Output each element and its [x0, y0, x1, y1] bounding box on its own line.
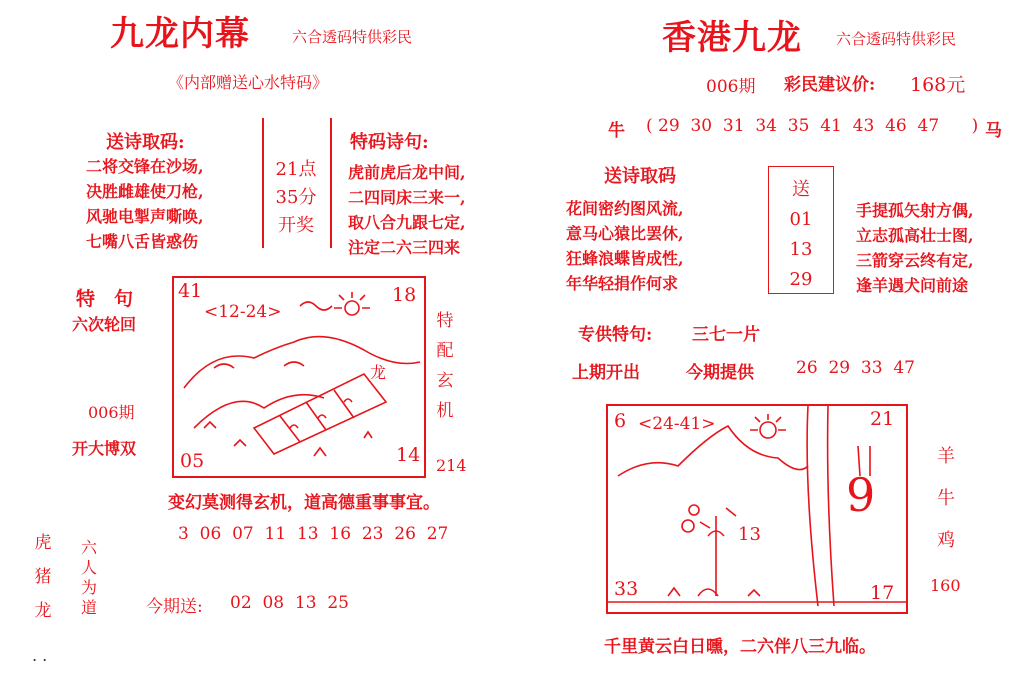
right-picture-box — [606, 404, 908, 614]
left-code-poem-heading: 特码诗句: — [350, 132, 429, 153]
send-box-content — [769, 175, 833, 295]
right-issue: 006期 — [706, 77, 756, 97]
pic-range: <24-41> — [638, 414, 716, 434]
right-send-poem — [566, 196, 684, 296]
send-box-number: 13 — [789, 239, 813, 260]
right-title: 香港九龙 — [662, 18, 802, 58]
special-sentence-heading: 特 句 — [76, 288, 134, 310]
left-number-list: 3 06 07 11 13 16 23 26 27 — [178, 524, 449, 544]
left-send-poem-heading: 送诗取码: — [106, 132, 185, 153]
pic-number-bl: 05 — [180, 450, 205, 472]
special-sentence: 六次轮回 — [72, 315, 137, 334]
animal-char: 虎 — [34, 533, 52, 553]
pic-flower-number: 13 — [738, 524, 761, 545]
divider — [330, 118, 332, 248]
left-title: 九龙内幕 — [110, 14, 250, 54]
last-open-label: 上期开出 — [572, 363, 640, 383]
left-sketch — [174, 278, 424, 476]
poem-line: 三箭穿云终有定, — [856, 251, 974, 270]
right-verse: 千里黄云白日曛，二六伴八三九临。 — [604, 637, 876, 657]
poem-line: 意马心猿比罢休, — [566, 224, 684, 243]
left-code-poem — [348, 160, 466, 260]
poem-line: 决胜雌雄使刀枪, — [86, 182, 204, 201]
poem-line: 手提孤矢射方偶, — [856, 201, 974, 220]
pic-number-big: 9 — [846, 468, 876, 522]
this-issue-send-numbers: 02 08 13 25 — [230, 593, 349, 613]
side-char: 鸡 — [937, 530, 955, 551]
sun-icon — [345, 301, 359, 315]
left-send-poem — [86, 154, 204, 254]
six-people-char: 为 — [80, 578, 97, 597]
six-people-char: 六 — [80, 538, 97, 557]
send-box-number: 29 — [789, 269, 813, 290]
this-provide-label: 今期提供 — [686, 363, 754, 383]
six-people-vertical — [78, 538, 100, 618]
right-tagline: 六合透码特供彩民 — [836, 30, 957, 48]
side-char: 玄 — [436, 371, 454, 391]
poem-line: 狂蜂浪蝶皆成性, — [566, 249, 684, 268]
draw-time-hour: 21点 — [275, 159, 317, 180]
pic-number-tl: 41 — [178, 280, 203, 302]
poem-line: 二将交锋在沙场, — [86, 157, 204, 176]
draw-time-minute: 35分 — [275, 187, 317, 208]
this-provide-numbers: 26 29 33 47 — [796, 358, 915, 378]
pic-dragon-char: 龙 — [370, 363, 387, 382]
animal-char: 猪 — [34, 567, 52, 587]
pic-number-tl: 6 — [614, 410, 627, 432]
right-poem — [856, 198, 974, 298]
poem-line: 二四同床三来一, — [348, 188, 466, 207]
side-char: 机 — [436, 401, 454, 421]
special-label: 专供特句: — [578, 325, 653, 345]
side-char: 特 — [436, 311, 454, 331]
poem-line: 年华轻捐作何求 — [566, 274, 679, 293]
six-people-char: 人 — [80, 558, 97, 577]
row-horse-label: 马 — [985, 121, 1002, 141]
poem-line: 风驰电掣声嘶唤, — [86, 207, 204, 226]
row-ox-numbers: ( 29 30 31 34 35 41 43 46 47 ) — [646, 116, 979, 136]
price-label: 彩民建议价: — [784, 75, 876, 95]
side-char: 牛 — [937, 488, 955, 509]
sun-icon — [760, 422, 776, 438]
open-big-even: 开大博双 — [72, 439, 137, 458]
pic-range: <12-24> — [204, 302, 282, 322]
poem-line: 花间密约图风流, — [566, 199, 684, 218]
pic-number-br: 17 — [870, 582, 895, 604]
poem-line: 注定二六三四来 — [348, 238, 461, 257]
side-char: 羊 — [937, 446, 955, 467]
side-char: 配 — [436, 341, 454, 361]
send-box-label: 送 — [792, 179, 810, 200]
right-side-vertical — [934, 436, 958, 562]
right-send-poem-heading: 送诗取码 — [604, 166, 676, 187]
left-side-vertical — [434, 306, 456, 426]
pic-number-br: 14 — [396, 444, 421, 466]
left-verse: 变幻莫测得玄机，道高德重事事宜。 — [168, 493, 440, 513]
poem-line: 立志孤高壮士图, — [856, 226, 974, 245]
animal-char: 龙 — [34, 601, 52, 621]
send-box — [768, 166, 834, 294]
animals-vertical — [32, 526, 54, 628]
left-side-number: 214 — [436, 456, 467, 475]
right-side-number: 160 — [930, 576, 961, 595]
send-box-number: 01 — [789, 209, 813, 230]
draw-time — [264, 156, 328, 240]
left-picture-box — [172, 276, 426, 478]
left-tagline: 六合透码特供彩民 — [292, 28, 413, 46]
pic-number-bl: 33 — [614, 578, 639, 600]
draw-time-label: 开奖 — [278, 215, 314, 236]
left-issue: 006期 — [88, 403, 135, 422]
special-text: 三七一片 — [692, 325, 760, 345]
pic-number-tr: 18 — [392, 284, 417, 306]
right-sketch — [608, 406, 906, 612]
price-value: 168元 — [910, 74, 966, 96]
poem-line: 虎前虎后龙中间, — [348, 163, 466, 182]
poem-line: 七嘴八舌皆惑伤 — [86, 232, 199, 251]
poem-line: 取八合九跟七定, — [348, 213, 466, 232]
corner-marks: . . — [32, 646, 48, 665]
left-subtitle: 《内部赠送心水特码》 — [168, 73, 329, 92]
poem-line: 逢羊遇犬问前途 — [856, 276, 969, 295]
this-issue-send-label: 今期送: — [146, 597, 203, 617]
pic-number-tr: 21 — [870, 408, 895, 430]
row-ox-label: 牛 — [608, 121, 625, 141]
six-people-char: 道 — [80, 598, 97, 617]
